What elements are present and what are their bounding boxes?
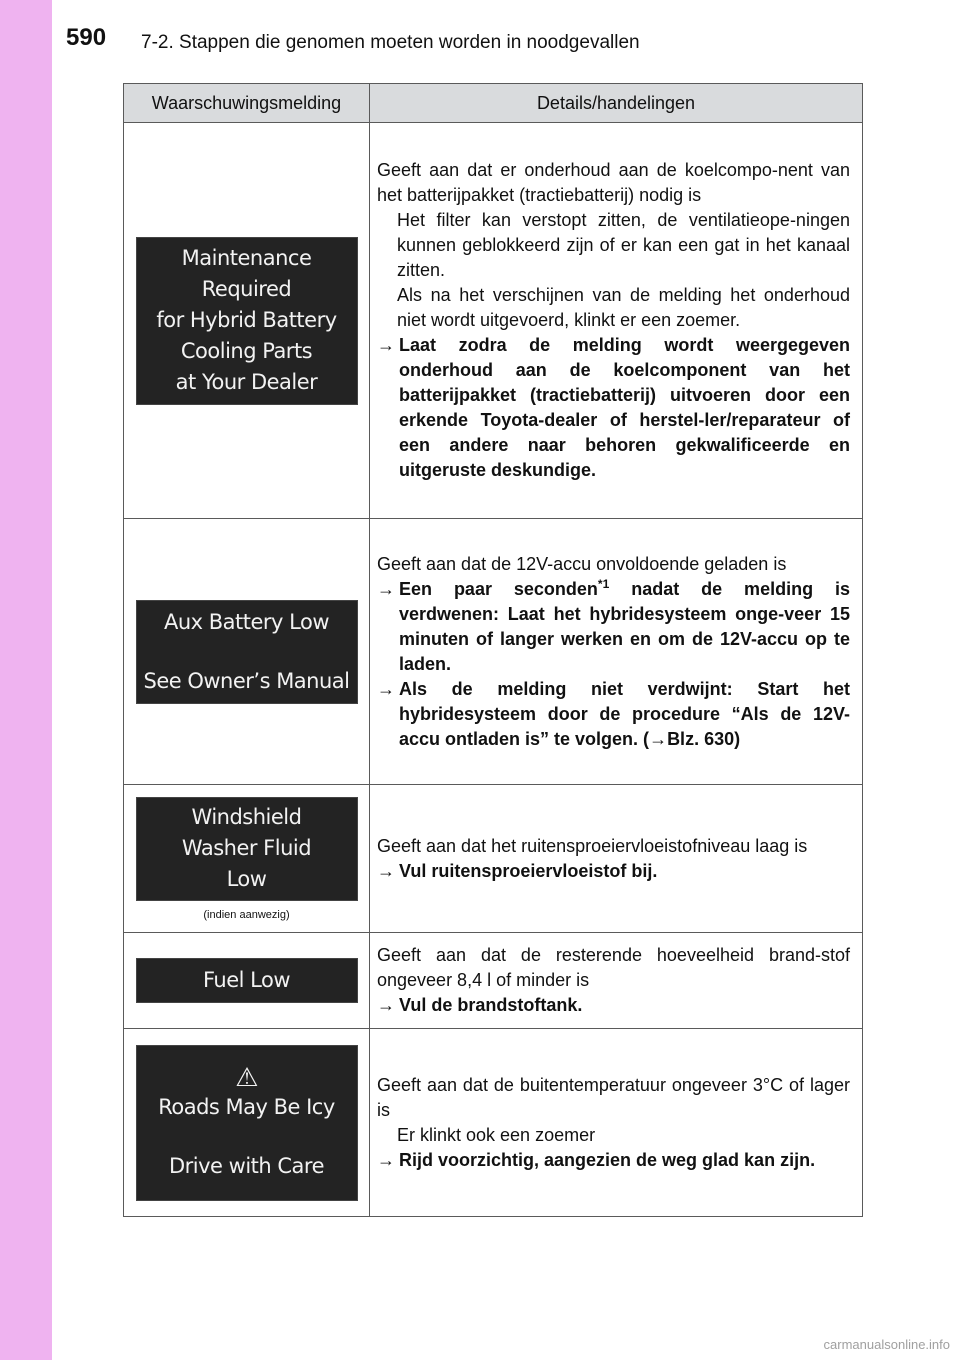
availability-note: (indien aanwezig) xyxy=(203,908,290,921)
details-cell xyxy=(370,785,863,933)
display-line: Washer Fluid xyxy=(181,836,312,860)
washer-fluid-low-display xyxy=(136,797,358,901)
icy-roads-display xyxy=(136,1045,358,1201)
detail-indent: Er klinkt ook een zoemer xyxy=(397,1124,596,1145)
action-text: Een paar seconden xyxy=(399,578,598,599)
action-line xyxy=(377,333,850,483)
detail-intro: Geeft aan dat het ruitensproeiervloeistofniveau laag is xyxy=(377,835,808,856)
action-text: Als de melding niet verdwijnt: Start het hybridesysteem door de procedure “Als de 12V-accu ontladen is” te volgen. ( xyxy=(399,678,850,749)
display-line: Maintenance xyxy=(181,246,312,270)
action-text: Vul ruitensproeiervloeistof bij. xyxy=(399,860,658,881)
page-reference: Blz. 630) xyxy=(667,728,741,749)
action-text: Laat zodra de melding wordt weergegeven onderhoud aan de koelcomponent van het batterijpakket (tractiebatterij) uitvoeren door een erkende Toyota-dealer of herstel-ler/reparateur of een andere naar behoren gekwalificeerde en uitgeruste deskundige. xyxy=(399,335,850,480)
table-row xyxy=(124,519,863,785)
table-row xyxy=(124,933,863,1029)
table-header-row xyxy=(124,84,863,123)
details-cell xyxy=(370,519,863,785)
page-number: 590 xyxy=(66,24,107,51)
column-header-warning: Waarschuwingsmelding xyxy=(124,84,370,123)
action-line xyxy=(377,677,850,752)
table-row xyxy=(124,1029,863,1217)
table-row xyxy=(124,785,863,933)
action-line xyxy=(377,859,850,884)
detail-indent: Als na het verschijnen van de melding het onderhoud niet wordt uitgevoerd, klinkt er een zoemer. xyxy=(397,285,850,330)
action-text: Vul de brandstoftank. xyxy=(399,995,583,1015)
display-line: for Hybrid Battery xyxy=(156,308,337,332)
display-line: Required xyxy=(201,277,292,301)
hybrid-battery-cooling-display xyxy=(136,237,358,405)
aux-battery-low-display xyxy=(136,600,358,704)
action-text: nadat de melding is verdwenen: Laat het hybridesysteem onge-veer 15 minuten of langer werken en om de 12V-accu op te laden. xyxy=(399,578,851,674)
details-cell xyxy=(370,1029,863,1217)
warning-image-cell xyxy=(124,785,370,933)
display-line: Aux Battery Low xyxy=(163,609,330,634)
action-line xyxy=(377,993,850,1018)
warning-message-table xyxy=(123,83,863,1217)
footer-watermark: carmanualsonline.info xyxy=(823,1337,950,1352)
table-row xyxy=(124,123,863,519)
arrow-icon: → xyxy=(377,995,395,1015)
section-title: 7-2. Stappen die genomen moeten worden in noodgevallen xyxy=(141,32,640,53)
detail-indent: Het filter kan verstopt zitten, de ventilatieope-ningen kunnen geblokkeerd zijn of er kan een gat in het kanaal zitten. xyxy=(397,210,850,280)
arrow-icon: → xyxy=(649,728,668,749)
warning-image-cell xyxy=(124,1029,370,1217)
footnote-marker: *1 xyxy=(597,576,610,591)
details-cell xyxy=(370,933,863,1029)
arrow-icon: → xyxy=(377,1149,395,1170)
display-line: Windshield xyxy=(191,805,302,829)
warning-image-cell xyxy=(124,519,370,785)
display-line: Fuel Low xyxy=(202,968,291,992)
action-line xyxy=(377,577,850,677)
arrow-icon: → xyxy=(377,860,395,881)
action-text: Rijd voorzichtig, aangezien de weg glad kan zijn. xyxy=(399,1149,816,1170)
detail-intro: Geeft aan dat er onderhoud aan de koelcompo-nent van het batterijpakket (tractiebatterij) nodig is xyxy=(377,160,850,205)
arrow-icon: → xyxy=(377,678,395,699)
arrow-icon: → xyxy=(377,578,395,599)
column-header-details: Details/handelingen xyxy=(370,84,863,123)
display-line: Low xyxy=(226,867,267,891)
chapter-side-tab xyxy=(0,0,52,1360)
display-line: Roads May Be Icy xyxy=(158,1094,335,1119)
detail-intro: Geeft aan dat de 12V-accu onvoldoende geladen is xyxy=(377,553,787,574)
display-line: Drive with Care xyxy=(168,1153,324,1178)
display-line: at Your Dealer xyxy=(175,370,318,394)
fuel-low-display xyxy=(136,958,358,1003)
details-cell xyxy=(370,123,863,519)
ice-warning-icon: ⚠ xyxy=(235,1062,258,1093)
detail-intro: Geeft aan dat de buitentemperatuur ongeveer 3°C of lager is xyxy=(377,1074,850,1120)
display-line: See Owner’s Manual xyxy=(143,668,350,693)
detail-intro: Geeft aan dat de resterende hoeveelheid brand-stof ongeveer 8,4 l of minder is xyxy=(377,945,850,990)
action-line xyxy=(377,1148,850,1173)
display-line: Cooling Parts xyxy=(180,339,313,363)
warning-image-cell xyxy=(124,123,370,519)
arrow-icon: → xyxy=(377,335,395,355)
warning-image-cell xyxy=(124,933,370,1029)
